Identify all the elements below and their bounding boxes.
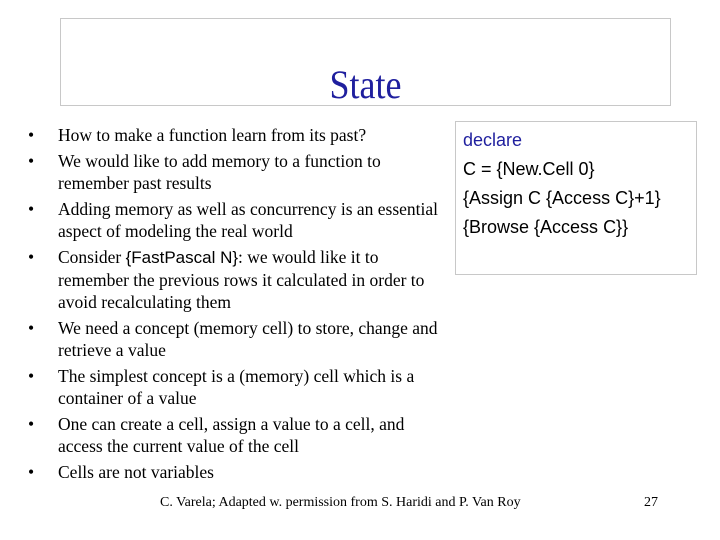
code-box (455, 121, 697, 275)
bullet-item (28, 124, 448, 146)
bullet-dot: • (28, 151, 35, 171)
title-box (60, 18, 671, 106)
bullet-text-post: : we would like it to remember the previous rows it calculated in order to avoid recalculating them (58, 247, 425, 312)
bullet-text: The simplest concept is a (memory) cell which is a container of a value (58, 366, 415, 408)
bullet-text: We need a concept (memory cell) to store, change and retrieve a value (58, 318, 438, 360)
bullet-dot: • (28, 125, 35, 145)
bullet-text: Cells are not variables (58, 462, 214, 482)
bullet-list (28, 124, 448, 487)
bullet-item (28, 413, 448, 457)
bullet-dot: • (28, 414, 35, 434)
bullet-item (28, 198, 448, 242)
code-line-keyword: declare (463, 130, 523, 150)
bullet-text: How to make a function learn from its past? (58, 125, 367, 145)
inline-code: {FastPascal N} (125, 248, 239, 267)
bullet-dot: • (28, 318, 35, 338)
code-line: C = {New.Cell 0} (463, 159, 595, 179)
bullet-item (28, 246, 448, 313)
bullet-dot: • (28, 199, 35, 219)
bullet-dot: • (28, 366, 35, 386)
bullet-text: Adding memory as well as concurrency is an essential aspect of modeling the real world (58, 199, 439, 241)
bullet-item (28, 461, 448, 483)
bullet-item (28, 365, 448, 409)
bullet-dot: • (28, 462, 35, 482)
bullet-item (28, 150, 448, 194)
code-line: {Browse {Access C}} (463, 217, 629, 237)
slide-title: State (329, 62, 402, 107)
bullet-item (28, 317, 448, 361)
code-line: {Assign C {Access C}+1} (463, 188, 661, 208)
footer-credit: C. Varela; Adapted w. permission from S. Haridi and P. Van Roy (160, 495, 521, 510)
bullet-text: We would like to add memory to a function to remember past results (58, 151, 381, 193)
bullet-text-pre: Consider (58, 247, 126, 267)
bullet-text: One can create a cell, assign a value to a cell, and access the current value of the cell (58, 414, 405, 456)
bullet-dot: • (28, 247, 35, 267)
page-number: 27 (644, 495, 658, 510)
